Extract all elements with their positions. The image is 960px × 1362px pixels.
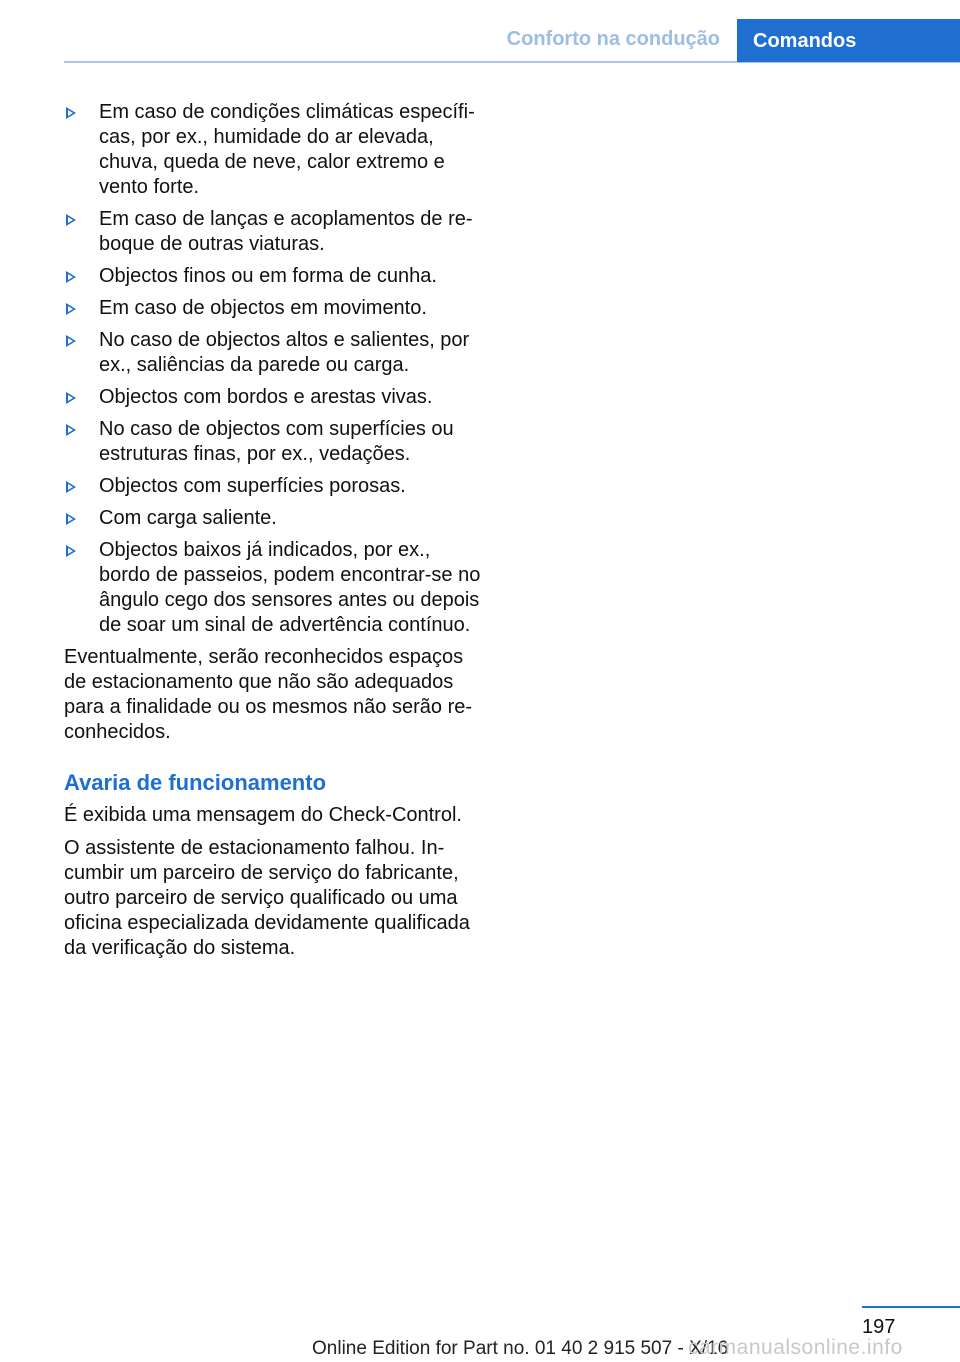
section-heading: Avaria de funcionamento bbox=[64, 770, 327, 795]
list-item-text: Com carga saliente. bbox=[99, 507, 277, 529]
footer-rule bbox=[862, 1306, 960, 1308]
header-section-title: Conforto na condução bbox=[506, 28, 720, 50]
list-item bbox=[64, 474, 484, 499]
body-paragraph: É exibida uma mensagem do Check-Control. bbox=[64, 804, 462, 826]
list-item bbox=[64, 207, 484, 257]
list-item bbox=[64, 100, 484, 200]
triangle-bullet-icon bbox=[66, 513, 76, 525]
list-item-text: No caso de objectos altos e salientes, por ex., saliências da parede ou carga. bbox=[99, 329, 470, 376]
list-item-text: Objectos baixos já indicados, por ex., bordo de passeios, podem encontrar-se no ângulo cego dos sensores antes ou depois de soar um sinal de advertência contínuo. bbox=[99, 539, 481, 636]
list-item bbox=[64, 385, 484, 410]
triangle-bullet-icon bbox=[66, 107, 76, 119]
list-item bbox=[64, 538, 484, 638]
page-content bbox=[64, 100, 484, 969]
triangle-bullet-icon bbox=[66, 335, 76, 347]
list-item-text: Em caso de objectos em movimento. bbox=[99, 297, 427, 319]
page-number: 197 bbox=[862, 1316, 896, 1338]
triangle-bullet-icon bbox=[66, 271, 76, 283]
list-item-text: Objectos com superfícies porosas. bbox=[99, 475, 406, 497]
list-item-text: Objectos com bordos e arestas vivas. bbox=[99, 386, 433, 408]
list-item bbox=[64, 264, 484, 289]
list-item bbox=[64, 506, 484, 531]
body-paragraph: Eventualmente, serão reconhecidos espaços de estacionamento que não são adequados para a finalidade ou os mesmos não serão reconhecidos. bbox=[64, 646, 473, 743]
triangle-bullet-icon bbox=[66, 214, 76, 226]
triangle-bullet-icon bbox=[66, 303, 76, 315]
list-item bbox=[64, 417, 484, 467]
bullet-list bbox=[64, 100, 484, 638]
list-item-text: Objectos finos ou em forma de cunha. bbox=[99, 265, 437, 287]
list-item bbox=[64, 328, 484, 378]
header-chapter-tab: Comandos bbox=[737, 19, 960, 62]
triangle-bullet-icon bbox=[66, 481, 76, 493]
watermark: carmanualsonline.info bbox=[688, 1336, 903, 1359]
list-item bbox=[64, 296, 484, 321]
triangle-bullet-icon bbox=[66, 424, 76, 436]
edition-note: Online Edition for Part no. 01 40 2 915 507 - X/16 bbox=[312, 1338, 729, 1359]
triangle-bullet-icon bbox=[66, 545, 76, 557]
triangle-bullet-icon bbox=[66, 392, 76, 404]
list-item-text: Em caso de lanças e acoplamentos de reboque de outras viaturas. bbox=[99, 208, 473, 255]
list-item-text: Em caso de condições climáticas específicas, por ex., humidade do ar elevada, chuva, queda de neve, calor extremo e vento forte. bbox=[99, 101, 475, 198]
list-item-text: No caso de objectos com superfícies ou estruturas finas, por ex., vedações. bbox=[99, 418, 454, 465]
body-paragraph: O assistente de estacionamento falhou. Incumbir um parceiro de serviço do fabricante, outro parceiro de serviço qualificado ou uma oficina especializada devidamente qualificada da verificação do sistema. bbox=[64, 837, 470, 959]
